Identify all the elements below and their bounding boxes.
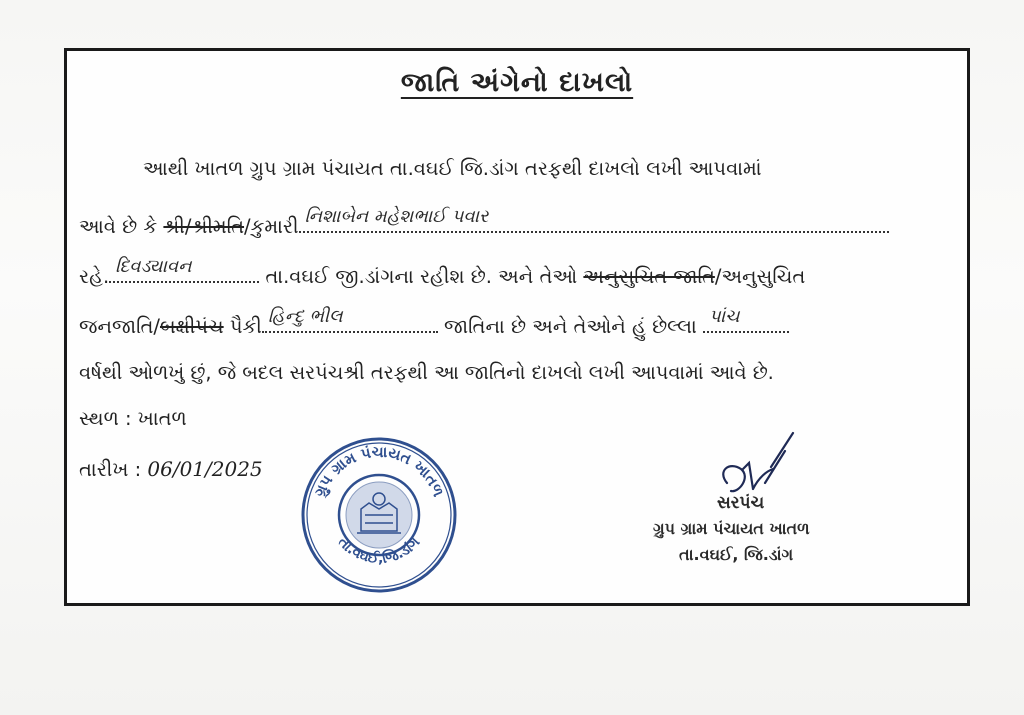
line2-prefix: આવે છે કે [79, 215, 158, 238]
struck-title-options: શ્રી/શ્રીમતિ [163, 215, 245, 238]
date-label: તારીખ : [79, 458, 142, 481]
para-line-3 [79, 256, 806, 291]
place-line: સ્થળ : ખાતળ [79, 407, 187, 430]
village-field [109, 256, 259, 283]
seal-bottom-text: તા.વઘઈ,જિ.ડાંગ [334, 534, 424, 568]
struck-bakshi-option: બક્ષીપંચ [159, 315, 224, 338]
panchayat-seal-stamp [299, 435, 459, 595]
title-text: જાતિ અંગેનો દાખલો [400, 67, 634, 98]
para-line-1: આથી ખાતળ ગ્રુપ ગ્રામ પંચાયત તા.વઘઈ જિ.ડાંગ તરફથી દાખલો લખી આપવામાં [143, 157, 762, 180]
line4-prefix: જનજાતિ/ [79, 315, 160, 338]
handwritten-name: નિશાબેન મહેશભાઈ પવાર [304, 206, 489, 227]
certificate-frame [64, 48, 970, 606]
line4-mid2: જાતિના છે અને તેઓને હું છેલ્લા [444, 315, 697, 338]
para-line-5: વર્ષથી ઓળખું છું, જે બદલ સરપંચશ્રી તરફથી આ જાતિનો દાખલો લખી આપવામાં આવે છે. [79, 361, 774, 384]
seal-top-text: ગ્રુપ ગ્રામ પંચાયત ખાતળ [310, 442, 448, 500]
para-line-2 [79, 206, 889, 241]
handwritten-years: પાંચ [709, 306, 740, 327]
para-line-4 [79, 306, 789, 341]
line3-rest: /અનુસુચિત [714, 265, 806, 288]
line2-kumari: /કુમારી [244, 215, 299, 238]
line3-prefix: રહે. [79, 265, 110, 288]
years-field [703, 306, 789, 333]
signature-location: તા.વઘઈ, જિ.ડાંગ [679, 545, 794, 564]
sarpanch-signature-block [653, 423, 927, 573]
handwritten-village: દિવડ્યાવન [115, 256, 192, 277]
handwritten-date: 06/01/2025 [147, 457, 263, 481]
certificate-title [67, 67, 967, 99]
struck-caste-option: અનુસુચિત જાતિ [583, 265, 715, 288]
caste-field [262, 306, 438, 333]
sarpanch-title: સરપંચ [717, 493, 765, 513]
line4-mid: પૈકી [223, 315, 262, 338]
name-field [299, 206, 889, 233]
date-line [79, 455, 263, 484]
signature-org: ગ્રુપ ગ્રામ પંચાયત ખાતળ [653, 519, 810, 538]
line3-mid: તા.વઘઈ જી.ડાંગના રહીશ છે. અને તેઓ [265, 265, 578, 288]
handwritten-caste: હિન્દુ ભીલ [267, 306, 343, 327]
